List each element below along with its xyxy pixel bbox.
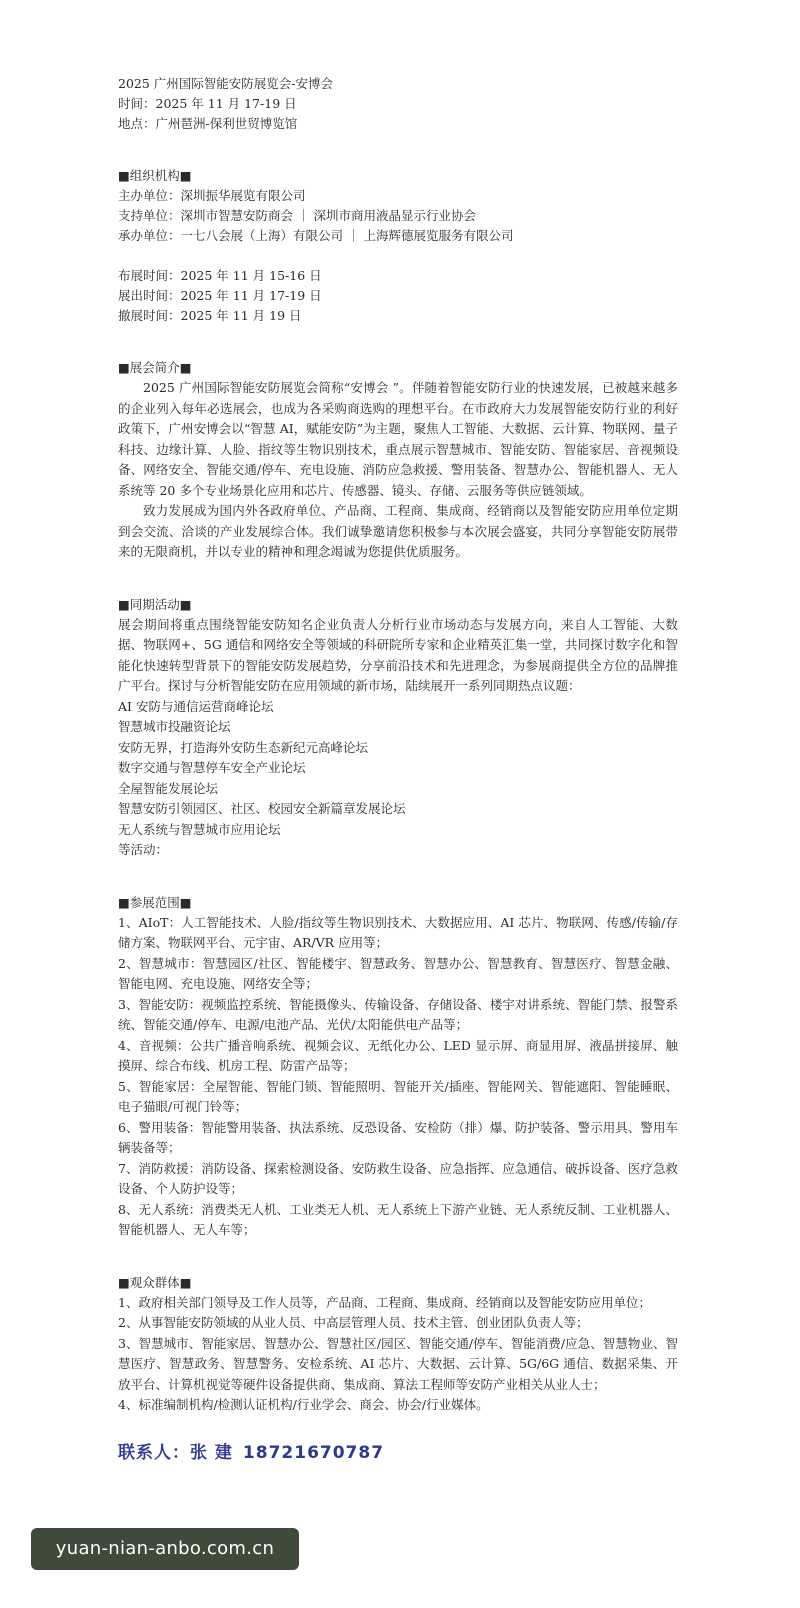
scope-item: 6、警用装备：智能警用装备、执法系统、反恐设备、安检防（排）爆、防护装备、警示用具、警用车辆装备等； (118, 1119, 678, 1155)
scope-item: 4、音视频：公共广播音响系统、视频会议、无纸化办公、LED 显示屏、商显用屏、液晶拼接屏、触摸屏、综合布线、机房工程、防雷产品等； (118, 1037, 678, 1073)
event-item: 智慧城市投融资论坛 (118, 719, 231, 734)
event-item: 等活动： (118, 842, 169, 857)
intro-paragraph: 2025 广州国际智能安防展览会简称“安博会 ”。伴随着智能安防行业的快速发展，已被越来越多的企业列入每年必选展会，也成为各采购商选购的理想平台。在市政府大力发展智能安防行业的利好政策下，广州安博会以“智慧 AI，赋能安防”为主题，聚焦人工智能、大数据、云计算、物联网、量子科技、边缘计算、人脸、指纹等生物识别技术，重点展示智慧城市、智能安防、智能家居、音视频设备、网络安全、智能交通/停车、充电设施、消防应急救援、警用装备、智慧办公、智能机器人、无人系统等 20 多个专业场景化应用和芯片、传感器、镜头、存储、云服务等供应链领域。 (118, 380, 678, 498)
host-unit: 主办单位：深圳振华展览有限公司 (118, 188, 306, 203)
scope-item: 1、AIoT：人工智能技术、人脸/指纹等生物识别技术、大数据应用、AI 芯片、物联网、传感/传输/存储方案、物联网平台、元宇宙、AR/VR 应用等； (118, 914, 678, 950)
event-time: 时间：2025 年 11 月 17-19 日 (118, 96, 297, 111)
audience-item: 3、智慧城市、智能家居、智慧办公、智慧社区/园区、智能交通/停车、智能消费/应急、智慧物业、智慧医疗、智慧政务、智慧警务、安检系统、AI 芯片、大数据、云计算、5G/6G 通信、数据采集、开放平台、计算机视觉等硬件设备提供商、集成商、算法工程师等安防产业相关从业人士； (118, 1335, 678, 1392)
audience-item: 4、标准编制机构/检测认证机构/行业学会、商会、协会/行业媒体。 (118, 1397, 489, 1412)
scope-item: 8、无人系统：消费类无人机、工业类无人机、无人系统上下游产业链、无人系统反制、工业机器人、智能机器人、无人车等； (118, 1201, 678, 1237)
contact-phone: 18721670787 (242, 1442, 385, 1463)
support-units: 支持单位：深圳市智慧安防商会 ｜ 深圳市商用液晶显示行业协会 (118, 208, 476, 223)
events-intro: 展会期间将重点围绕智能安防知名企业负责人分析行业市场动态与发展方向，来自人工智能、大数据、物联网+、5G 通信和网络安全等领域的科研院所专家和企业精英汇集一堂，共同探讨数字化和智能化快速转型背景下的智能安防发展趋势，分享前沿技术和先进理念，为参展商提供全方位的品牌推广平台。探讨与分析智能安防在应用领域的新市场，陆续展开一系列同期热点议题： (118, 616, 678, 693)
event-venue: 地点：广州琶洲-保利世贸博览馆 (118, 116, 298, 131)
audience-item: 2、从事智能安防领域的从业人员、中高层管理人员、技术主管、创业团队负责人等； (118, 1315, 589, 1330)
event-item: 全屋智能发展论坛 (118, 780, 219, 796)
teardown-time: 撤展时间：2025 年 11 月 19 日 (118, 308, 302, 323)
event-item: 数字交通与智慧停车安全产业论坛 (118, 760, 306, 775)
intro-heading: ■展会简介■ (118, 360, 192, 375)
audience-item: 1、政府相关部门领导及工作人员等，产品商、工程商、集成商、经销商以及智能安防应用单位； (118, 1294, 651, 1310)
contact-person: 联系人：张 建 (118, 1442, 233, 1463)
watermark-badge: yuan-nian-anbo.com.cn (31, 1528, 299, 1570)
setup-time: 布展时间：2025 年 11 月 15-16 日 (118, 268, 322, 283)
event-item: AI 安防与通信运营商峰论坛 (118, 698, 274, 714)
intro-text (118, 378, 678, 563)
show-time: 展出时间：2025 年 11 月 17-19 日 (118, 288, 322, 303)
event-item: 安防无界，打造海外安防生态新纪元高峰论坛 (118, 739, 369, 755)
scope-heading: ■参展范围■ (118, 894, 192, 910)
organizer-units: 承办单位：一七八会展（上海）有限公司 ｜ 上海辉德展览服务有限公司 (118, 228, 514, 243)
document-page (118, 74, 678, 1463)
events-heading: ■同期活动■ (118, 596, 192, 612)
intro-paragraph: 致力发展成为国内外各政府单位、产品商、工程商、集成商、经销商以及智能安防应用单位定期到会交流、洽谈的产业发展综合体。我们诚挚邀请您积极参与本次展会盛宴，共同分享智能安防展带来的无限商机，并以专业的精神和理念竭诚为您提供优质服务。 (118, 503, 678, 559)
organizers-heading: ■组织机构■ (118, 168, 192, 183)
event-item: 无人系统与智慧城市应用论坛 (118, 821, 281, 837)
audience-heading: ■观众群体■ (118, 1274, 192, 1290)
page-title: 2025 广州国际智能安防展览会-安博会 (118, 76, 334, 91)
event-item: 智慧安防引领园区、社区、校园安全新篇章发展论坛 (118, 801, 406, 816)
scope-item: 2、智慧城市：智慧园区/社区、智能楼宇、智慧政务、智慧办公、智慧教育、智慧医疗、智慧金融、智能电网、充电设施、网络安全等； (118, 955, 678, 991)
scope-item: 3、智能安防：视频监控系统、智能摄像头、传输设备、存储设备、楼宇对讲系统、智能门禁、报警系统、智能交通/停车、电源/电池产品、光伏/太阳能供电产品等； (118, 996, 678, 1032)
scope-item: 7、消防救援：消防设备、探索检测设备、安防救生设备、应急指挥、应急通信、破拆设备、医疗急救设备、个人防护设等； (118, 1160, 678, 1196)
scope-item: 5、智能家居：全屋智能、智能门锁、智能照明、智能开关/插座、智能网关、智能遮阳、智能睡眠、电子猫眼/可视门铃等； (118, 1078, 678, 1114)
contact-line (118, 1438, 678, 1463)
